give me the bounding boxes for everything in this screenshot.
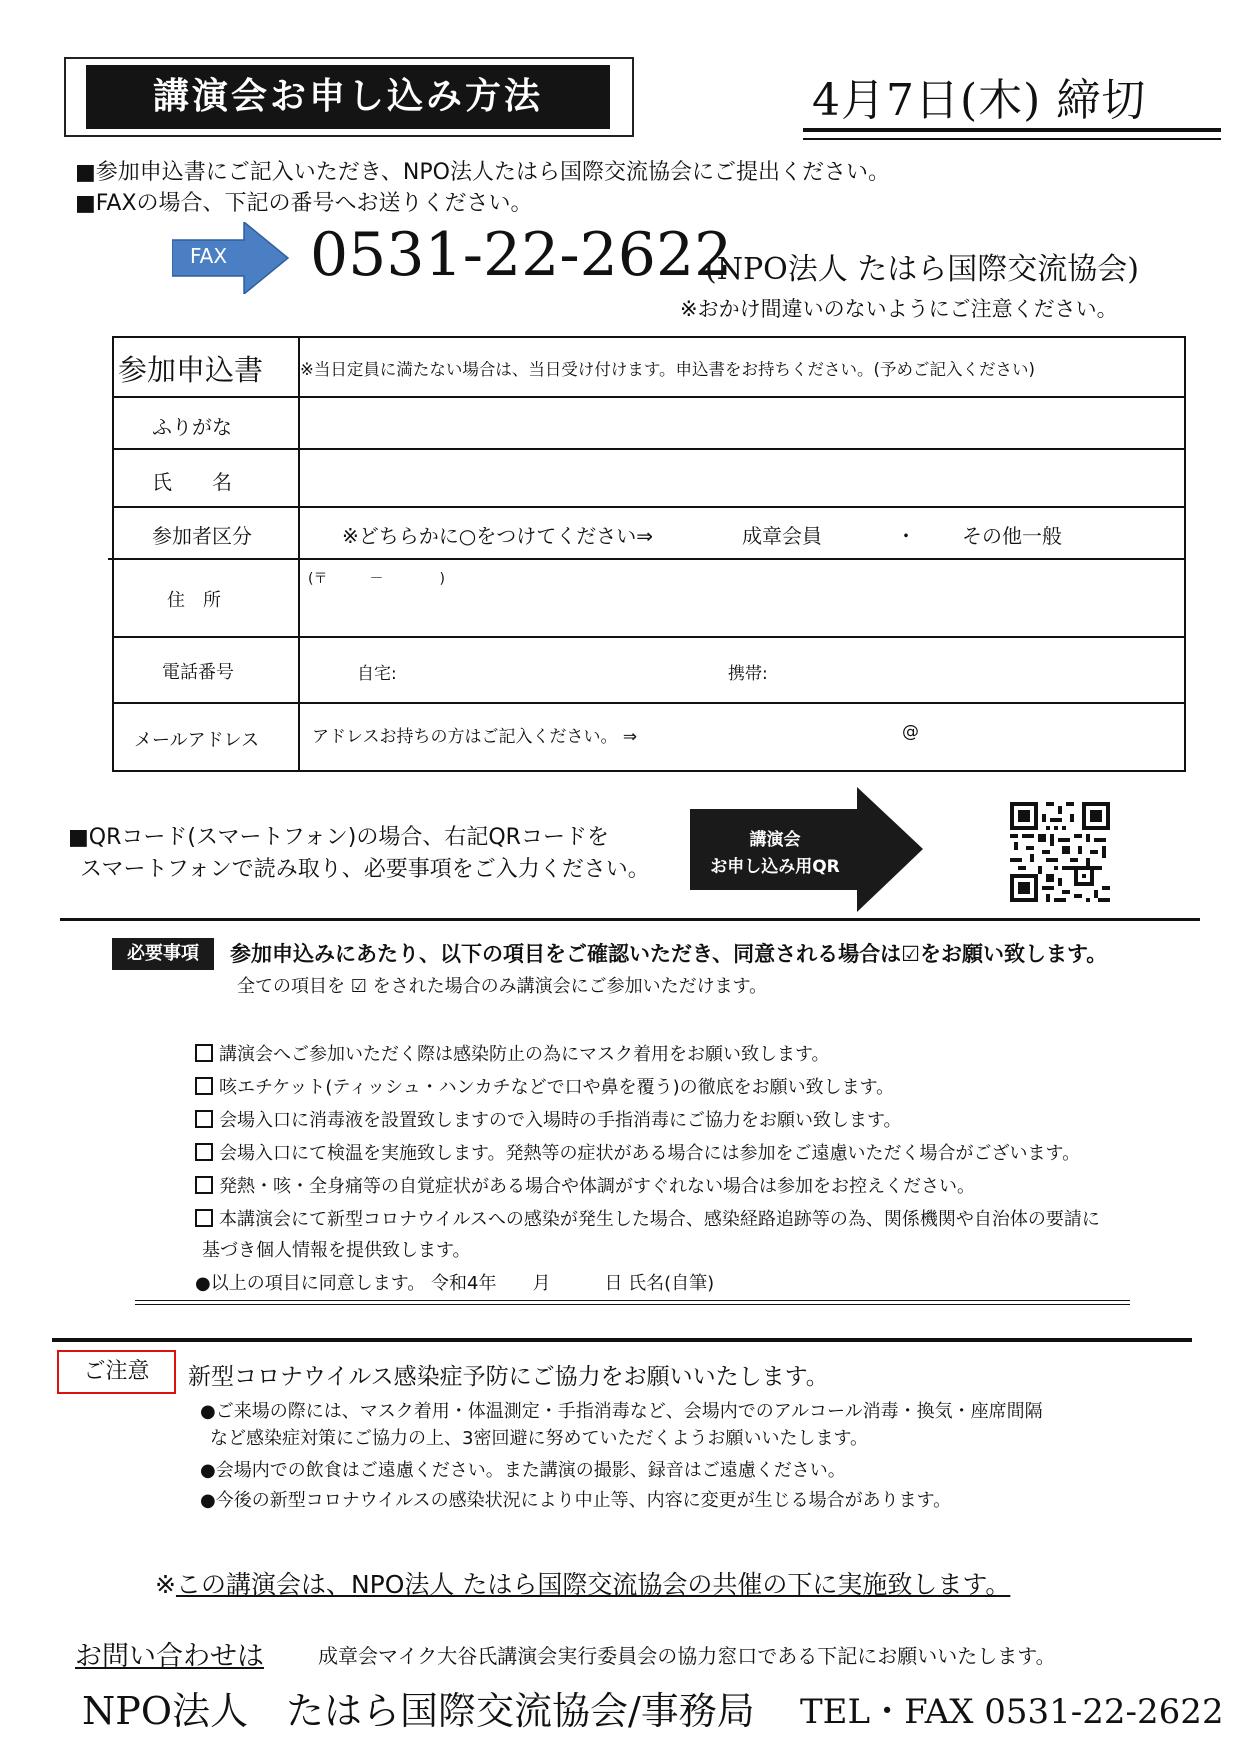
checkbox-icon[interactable]: [195, 1143, 213, 1161]
category-option-member[interactable]: 成章会員: [742, 524, 822, 548]
phone-label: 電話番号: [162, 662, 234, 683]
deadline: 4月7日(木) 締切: [812, 75, 1147, 126]
qr-instruction-2: スマートフォンで読み取り、必要事項をご入力ください。: [80, 857, 650, 882]
fax-number: 0531-22-2622: [310, 220, 733, 290]
category-separator: ・: [896, 524, 916, 548]
category-instruction: ※どちらかに○をつけてください⇒: [342, 524, 653, 548]
qr-arrow-label-1: 講演会: [749, 830, 801, 850]
form-title: 参加申込書: [118, 353, 264, 387]
title-box: [64, 57, 634, 137]
requirement-item[interactable]: 咳エチケット(ティッシュ・ハンカチなどで口や鼻を覆う)の徹底をお願い致します。: [195, 1073, 894, 1099]
caution-item: ●ご来場の際には、マスク着用・体温測定・手指消毒など、会場内でのアルコール消毒・換気・座席間隔: [200, 1401, 1043, 1422]
email-label: メールアドレス: [134, 730, 260, 751]
intro-line-1: ■参加申込書にご記入いただき、NPO法人たはら国際交流協会にご提出ください。: [75, 160, 890, 185]
page-title: 講演会お申し込み方法: [86, 65, 610, 129]
consent-line[interactable]: ●以上の項目に同意します。 令和4年 月 日 氏名(自筆): [195, 1273, 715, 1294]
address-label: 住 所: [167, 590, 221, 611]
qr-instruction-1: ■QRコード(スマートフォン)の場合、右記QRコードを: [68, 825, 609, 850]
address-postal[interactable]: (〒 － ): [308, 571, 445, 587]
caution-heading: 新型コロナウイルス感染症予防にご協力をお願いいたします。: [188, 1364, 829, 1390]
phone-mobile[interactable]: 携帯:: [728, 664, 768, 684]
contact-text: 成章会マイク大谷氏講演会実行委員会の協力窓口である下記にお願いいたします。: [318, 1644, 1056, 1668]
caution-item: ●会場内での飲食はご遠慮ください。また講演の撮影、録音はご遠慮ください。: [200, 1460, 846, 1481]
consent-underline: [135, 1304, 1130, 1305]
cohost-note: [155, 1565, 1010, 1601]
form-title-note: ※当日定員に満たない場合は、当日受け付けます。申込書をお持ちください。(予めご記入ください): [300, 360, 1035, 379]
email-at[interactable]: @: [902, 722, 919, 742]
requirements-heading: 参加申込みにあたり、以下の項目をご確認いただき、同意される場合は☑をお願い致します。: [230, 942, 1108, 966]
category-option-general[interactable]: その他一般: [962, 524, 1062, 548]
cohost-text: この講演会は、NPO法人 たはら国際交流協会の共催の下に実施致します。: [175, 1570, 1011, 1599]
intro-line-2: ■FAXの場合、下記の番号へお送りください。: [75, 191, 533, 216]
name-label: 氏 名: [152, 470, 232, 494]
furigana-label: ふりがな: [152, 415, 232, 439]
fax-note: ※おかけ間違いのないようにご注意ください。: [680, 297, 1118, 321]
requirement-item[interactable]: 本講演会にて新型コロナウイルスへの感染が発生した場合、感染経路追跡等の為、関係機関や自治体の要請に: [195, 1205, 1100, 1231]
requirement-item[interactable]: 会場入口にて検温を実施致します。発熱等の症状がある場合には参加をご遠慮いただく場合がございます。: [195, 1139, 1080, 1165]
name-field[interactable]: [300, 450, 1184, 506]
qr-arrow-label-2: お申し込み用QR: [710, 857, 840, 877]
requirement-item[interactable]: 講演会へご参加いただく際は感染防止の為にマスク着用をお願い致します。: [195, 1040, 830, 1066]
deadline-rule: [803, 128, 1221, 132]
email-prompt: アドレスお持ちの方はご記入ください。 ⇒: [312, 727, 638, 747]
checkbox-icon[interactable]: [195, 1176, 213, 1194]
cohost-mark: ※: [155, 1570, 176, 1599]
caution-badge: ご注意: [57, 1350, 176, 1394]
checkbox-icon[interactable]: [195, 1209, 213, 1227]
footer-org: NPO法人 たはら国際交流協会/事務局: [82, 1689, 755, 1733]
qr-code-icon[interactable]: [1010, 802, 1110, 902]
requirement-item[interactable]: 発熱・咳・全身痛等の自覚症状がある場合や体調がすぐれない場合は参加をお控えください。: [195, 1172, 975, 1198]
section-divider: [60, 918, 1200, 921]
consent-underline: [135, 1300, 1130, 1301]
application-form: [112, 336, 1186, 772]
requirement-item-continued: 基づき個人情報を提供致します。: [202, 1240, 471, 1261]
contact-label: お問い合わせは: [75, 1641, 264, 1672]
requirements-subheading: 全ての項目を ☑ をされた場合のみ講演会にご参加いただけます。: [237, 976, 768, 997]
checkbox-icon[interactable]: [195, 1077, 213, 1095]
deadline-rule: [803, 138, 1221, 140]
category-label: 参加者区分: [152, 524, 252, 548]
caution-item: ●今後の新型コロナウイルスの感染状況により中止等、内容に変更が生じる場合があります。: [200, 1490, 952, 1511]
fax-org: (NPO法人 たはら国際交流協会): [705, 252, 1139, 287]
furigana-field[interactable]: [300, 398, 1184, 448]
footer-tel: TEL・FAX 0531-22-2622: [800, 1692, 1224, 1732]
requirement-item[interactable]: 会場入口に消毒液を設置致しますので入場時の手指消毒にご協力をお願い致します。: [195, 1106, 902, 1132]
phone-home[interactable]: 自宅:: [357, 664, 397, 684]
section-divider: [52, 1338, 1192, 1342]
requirements-badge: 必要事項: [112, 938, 214, 970]
caution-item-continued: など感染症対策にご協力の上、3密回避に努めていただくようお願いいたします。: [210, 1428, 869, 1449]
checkbox-icon[interactable]: [195, 1110, 213, 1128]
checkbox-icon[interactable]: [195, 1044, 213, 1062]
fax-label: FAX: [190, 244, 228, 268]
